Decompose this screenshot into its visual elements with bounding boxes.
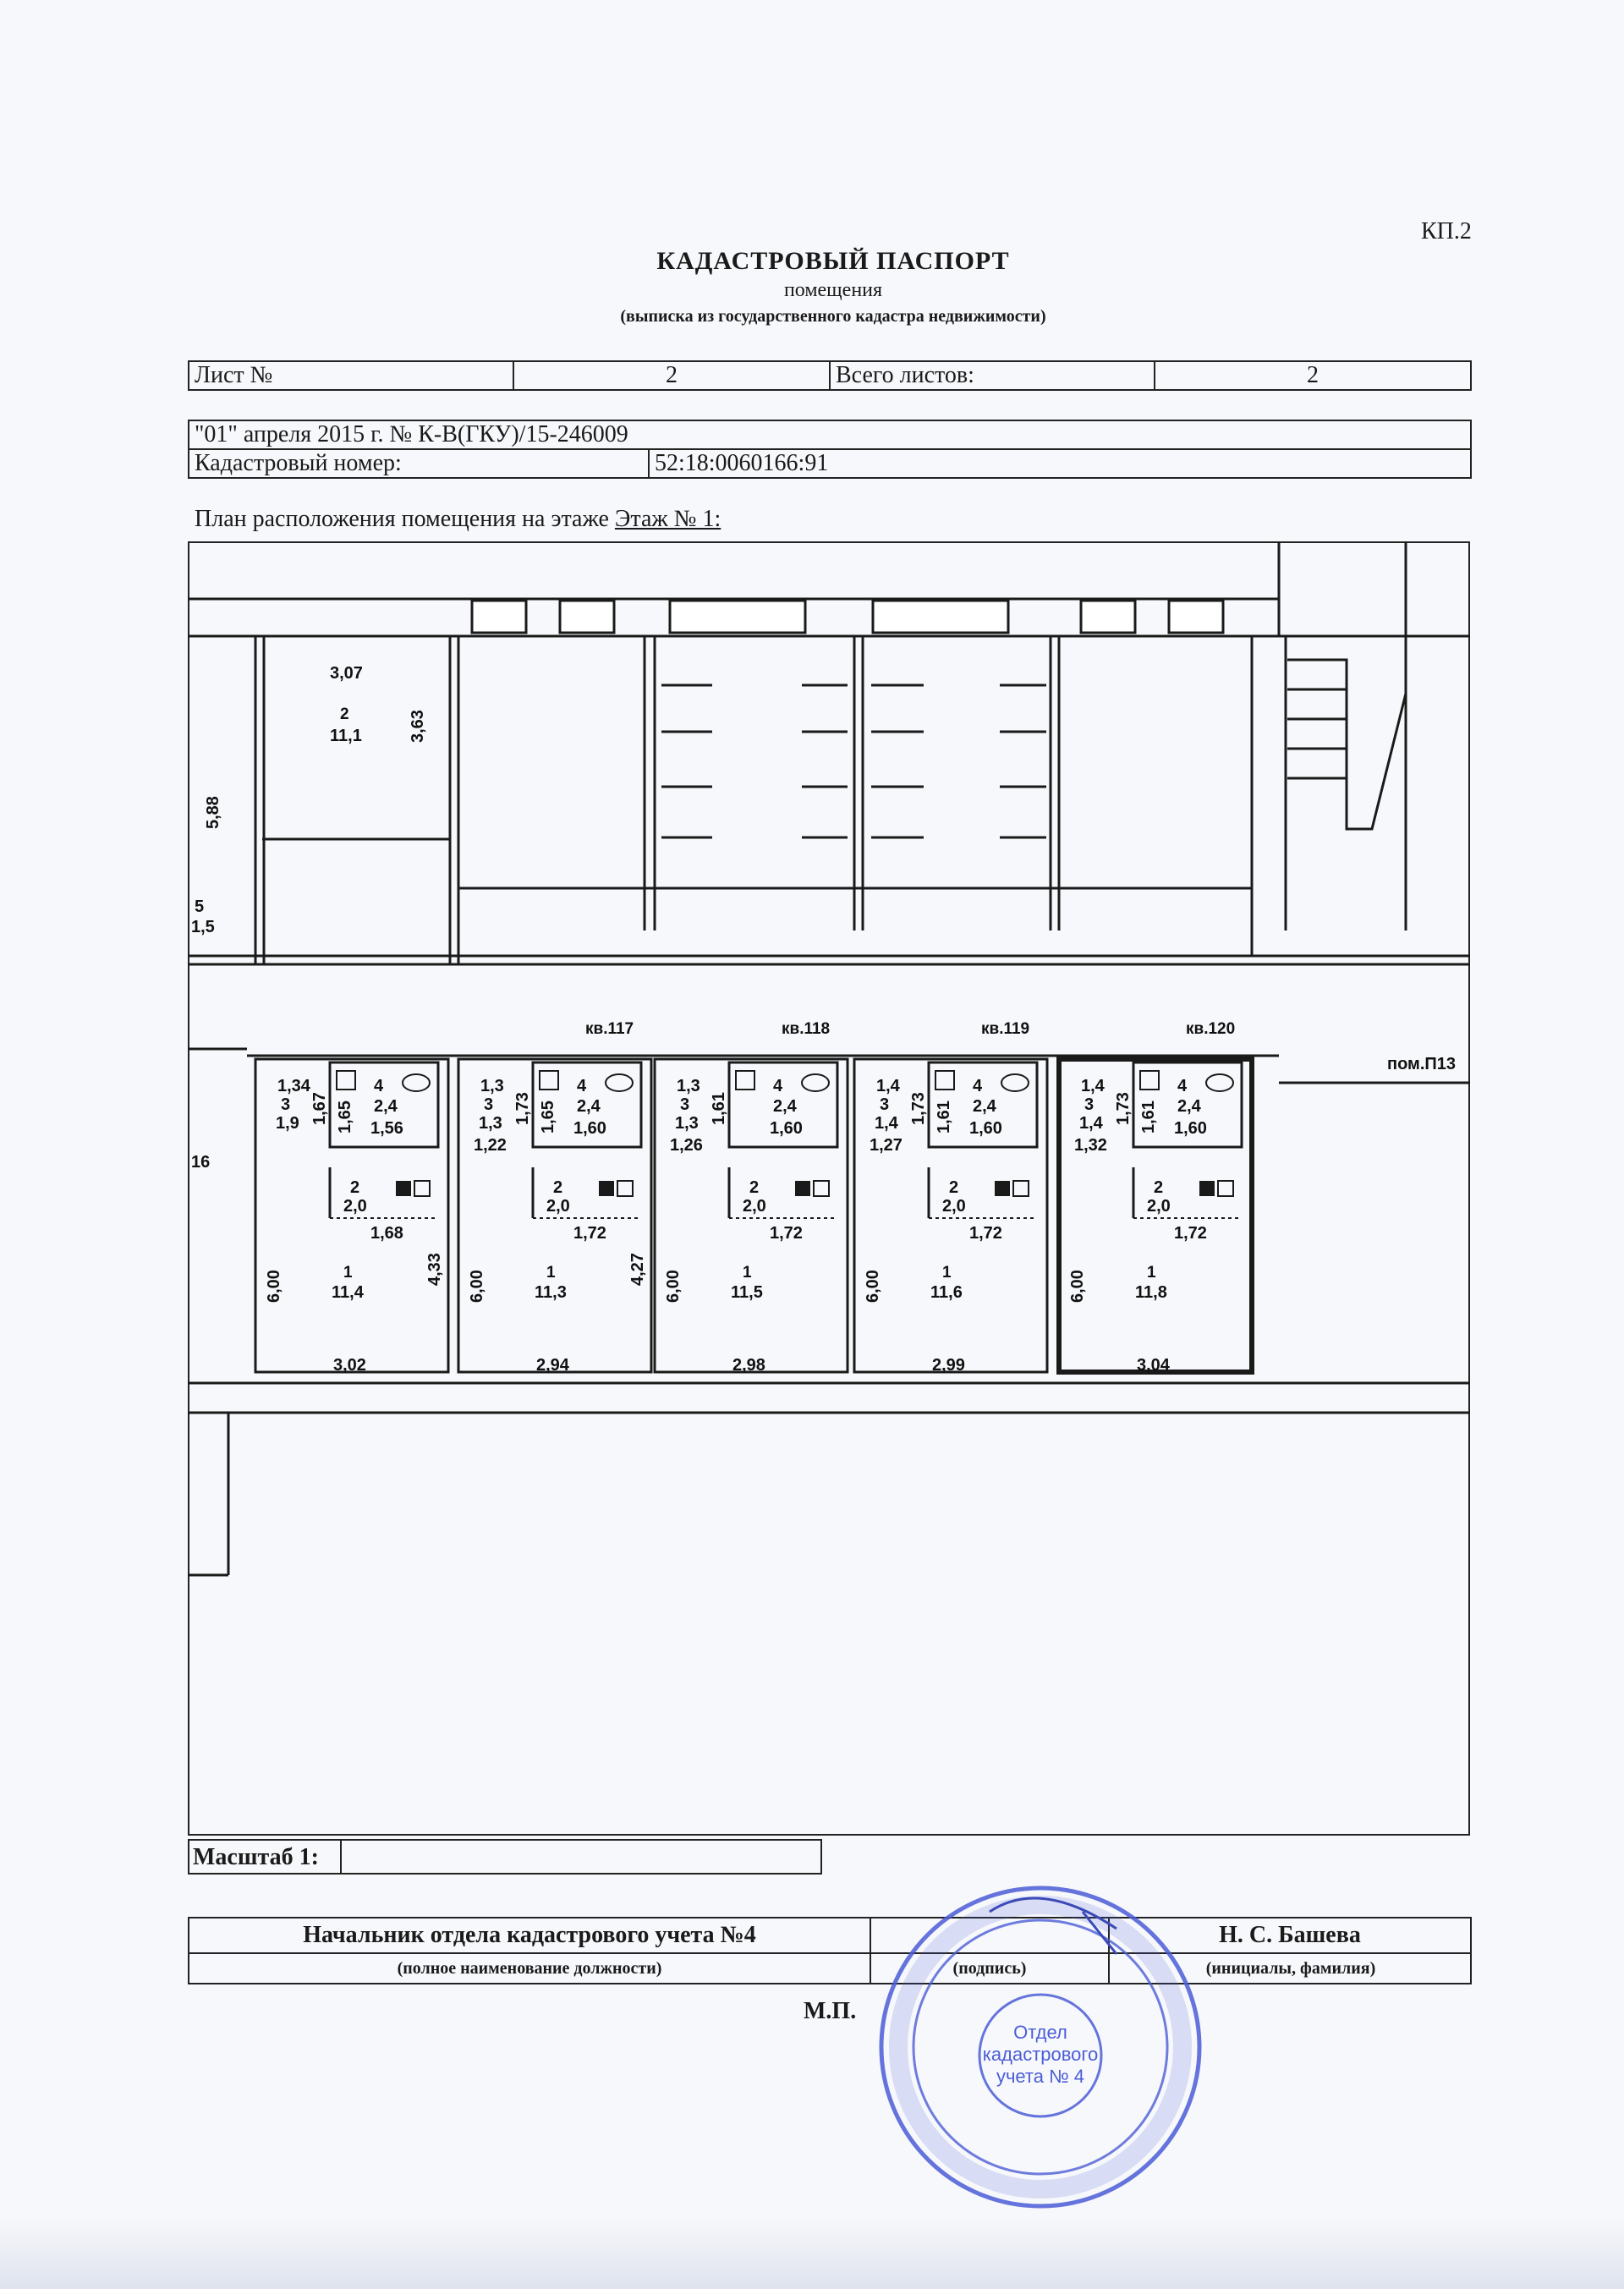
hall-area: 1,9 (276, 1114, 299, 1133)
vertical-dim-1: 1,61 (710, 1092, 728, 1125)
apartment-unit (655, 1020, 848, 1375)
bath-number: 4 (773, 1077, 783, 1095)
sheet-label: Лист № (189, 361, 513, 390)
stove-icon (995, 1181, 1010, 1196)
document-subnote: (выписка из государственного кадастра недвижимости) (620, 307, 1046, 326)
unit-top-width: 1,4 (1081, 1077, 1105, 1095)
vertical-dim-1: 1,73 (513, 1092, 532, 1125)
toilet-icon (606, 1074, 633, 1091)
signature-note: (подпись) (952, 1959, 1027, 1978)
bath-area: 2,4 (577, 1097, 601, 1116)
bath-number: 4 (973, 1077, 983, 1095)
sink-icon (736, 1071, 754, 1090)
unit-top-width: 1,4 (876, 1077, 900, 1095)
wc-area: 2,0 (942, 1197, 966, 1216)
scale-label: Масштаб 1: (193, 1844, 319, 1870)
upper-room-side: 5,88 (204, 796, 222, 829)
unit-label: кв.120 (1186, 1020, 1236, 1038)
sheet-value: 2 (513, 361, 830, 390)
hall-number: 3 (1084, 1095, 1095, 1114)
wc-area: 2,0 (1147, 1197, 1171, 1216)
upper-room-depth: 3,63 (409, 710, 427, 743)
wc-number: 2 (553, 1178, 563, 1197)
room-side: 4,33 (425, 1253, 444, 1286)
plan-floor: Этаж № 1: (614, 506, 721, 532)
upper-room-number: 2 (340, 705, 349, 723)
unit-depth: 6,00 (664, 1270, 683, 1303)
bath-number: 4 (374, 1077, 384, 1095)
wc-number: 2 (749, 1178, 760, 1197)
room-number: 1 (546, 1264, 556, 1282)
total-sheets-label: Всего листов: (830, 361, 1155, 390)
upper-room-width: 3,07 (330, 664, 363, 683)
vertical-dim-2: 1,61 (1139, 1101, 1158, 1134)
counter-icon (1218, 1181, 1233, 1196)
stamp-line-1: Отдел (1013, 2022, 1067, 2043)
counter-icon (814, 1181, 829, 1196)
room-area: 11,8 (1135, 1283, 1167, 1302)
scale-divider (340, 1839, 342, 1875)
plan-caption-text: План расположения помещения на этаже (195, 506, 609, 532)
plan-caption (195, 506, 721, 533)
hall-area: 1,4 (875, 1114, 898, 1133)
signer-position: Начальник отдела кадастрового учета №4 (303, 1922, 756, 1948)
left-label-b: 1,5 (191, 918, 215, 936)
sheet-info-table (188, 360, 1472, 391)
room-area: 11,3 (535, 1283, 567, 1302)
room-number: 1 (743, 1264, 752, 1282)
hall-number: 3 (484, 1095, 494, 1114)
room-number: 1 (942, 1264, 952, 1282)
wc-area: 2,0 (546, 1197, 570, 1216)
sink-icon (1140, 1071, 1159, 1090)
cadastral-number-label: Кадастровый номер: (189, 449, 649, 478)
hall-area: 1,3 (479, 1114, 502, 1133)
wc-width: 1,72 (770, 1224, 803, 1243)
unit-depth: 6,00 (468, 1270, 486, 1303)
sink-icon (337, 1071, 355, 1090)
vertical-dim-2: 1,65 (539, 1101, 557, 1134)
registration-record: "01" апреля 2015 г. № К-В(ГКУ)/15-246009 (189, 420, 1471, 449)
signer-name: Н. С. Башева (1219, 1922, 1361, 1948)
right-room-label: пом.П13 (1387, 1055, 1457, 1073)
toilet-icon (802, 1074, 829, 1091)
room-side: 4,27 (628, 1253, 647, 1286)
name-note: (инициалы, фамилия) (1205, 1959, 1376, 1978)
bath-number: 4 (577, 1077, 587, 1095)
hall-extra-dim: 1,32 (1074, 1136, 1107, 1155)
wc-width: 1,72 (573, 1224, 606, 1243)
wc-area: 2,0 (743, 1197, 766, 1216)
bath-area: 2,4 (374, 1097, 398, 1116)
room-area: 11,5 (731, 1283, 763, 1302)
counter-icon (1013, 1181, 1029, 1196)
bath-width: 1,60 (770, 1119, 803, 1138)
apartment-unit (458, 1020, 651, 1375)
hall-number: 3 (880, 1095, 890, 1114)
bath-area: 2,4 (1177, 1097, 1201, 1116)
wc-width: 1,72 (1174, 1224, 1207, 1243)
wc-width: 1,72 (969, 1224, 1002, 1243)
left-label-c: 16 (191, 1153, 211, 1172)
stove-icon (599, 1181, 614, 1196)
room-area: 11,6 (930, 1283, 963, 1302)
unit-width: 3,04 (1137, 1356, 1170, 1375)
bath-width: 1,56 (370, 1119, 403, 1138)
hall-area: 1,4 (1079, 1114, 1103, 1133)
seal-label: М.П. (804, 1998, 857, 2024)
hall-area: 1,3 (675, 1114, 699, 1133)
vertical-dim-1: 1,73 (909, 1092, 928, 1125)
apartment-unit (854, 1020, 1047, 1375)
registration-table (188, 420, 1472, 479)
cadastral-number-value: 52:18:0060166:91 (649, 449, 1471, 478)
hall-number: 3 (680, 1095, 690, 1114)
unit-label: кв.118 (782, 1020, 831, 1038)
toilet-icon (403, 1074, 430, 1091)
unit-top-width: 1,34 (277, 1077, 310, 1095)
sink-icon (540, 1071, 558, 1090)
vertical-dim-2: 1,65 (336, 1101, 354, 1134)
apartment-unit (1059, 1020, 1252, 1375)
wc-width: 1,68 (370, 1224, 403, 1243)
stove-icon (795, 1181, 810, 1196)
unit-width: 2,99 (932, 1356, 965, 1375)
official-stamp (863, 1878, 1218, 2216)
unit-depth: 6,00 (1068, 1270, 1087, 1303)
document-title: КАДАСТРОВЫЙ ПАСПОРТ (656, 247, 1010, 275)
upper-room-area: 11,1 (330, 727, 362, 745)
unit-top-width: 1,3 (677, 1077, 700, 1095)
form-code: КП.2 (1421, 218, 1472, 244)
toilet-icon (1206, 1074, 1233, 1091)
bath-width: 1,60 (573, 1119, 606, 1138)
counter-icon (617, 1181, 633, 1196)
document-subtitle: помещения (783, 279, 883, 301)
apartment-units (255, 1020, 1252, 1375)
wc-number: 2 (350, 1178, 360, 1197)
bath-width: 1,60 (1174, 1119, 1207, 1138)
hall-extra-dim: 1,26 (670, 1136, 703, 1155)
counter-icon (414, 1181, 430, 1196)
unit-depth: 6,00 (864, 1270, 882, 1303)
room-number: 1 (1147, 1264, 1156, 1282)
bath-area: 2,4 (973, 1097, 996, 1116)
unit-width: 2,98 (732, 1356, 765, 1375)
unit-label: кв.117 (585, 1020, 634, 1038)
room-area: 11,4 (332, 1283, 364, 1302)
floor-plan (188, 541, 1470, 1836)
apartment-unit (255, 1059, 448, 1375)
stamp-line-2: кадастрового (982, 2044, 1099, 2065)
hall-number: 3 (281, 1095, 291, 1114)
bath-width: 1,60 (969, 1119, 1002, 1138)
wc-number: 2 (949, 1178, 959, 1197)
wc-area: 2,0 (343, 1197, 367, 1216)
vertical-dim-2: 1,61 (935, 1101, 953, 1134)
stamp-line-3: учета № 4 (996, 2066, 1085, 2087)
vertical-dim-1: 1,73 (1114, 1092, 1133, 1125)
sink-icon (935, 1071, 954, 1090)
bath-number: 4 (1177, 1077, 1188, 1095)
unit-width: 3,02 (333, 1356, 366, 1375)
signature-divider (188, 1952, 1472, 1954)
toilet-icon (1001, 1074, 1029, 1091)
total-sheets-value: 2 (1155, 361, 1471, 390)
vertical-dim-1: 1,67 (310, 1092, 329, 1125)
hall-extra-dim: 1,22 (474, 1136, 507, 1155)
scan-edge (0, 2216, 1624, 2289)
unit-depth: 6,00 (265, 1270, 283, 1303)
unit-label: кв.119 (981, 1020, 1030, 1038)
left-label-a: 5 (195, 897, 205, 916)
room-number: 1 (343, 1264, 353, 1282)
stove-icon (1199, 1181, 1215, 1196)
position-note: (полное наименование должности) (397, 1959, 662, 1978)
unit-top-width: 1,3 (480, 1077, 504, 1095)
bath-area: 2,4 (773, 1097, 797, 1116)
unit-width: 2,94 (536, 1356, 569, 1375)
hall-extra-dim: 1,27 (870, 1136, 903, 1155)
wc-number: 2 (1154, 1178, 1164, 1197)
stove-icon (396, 1181, 411, 1196)
